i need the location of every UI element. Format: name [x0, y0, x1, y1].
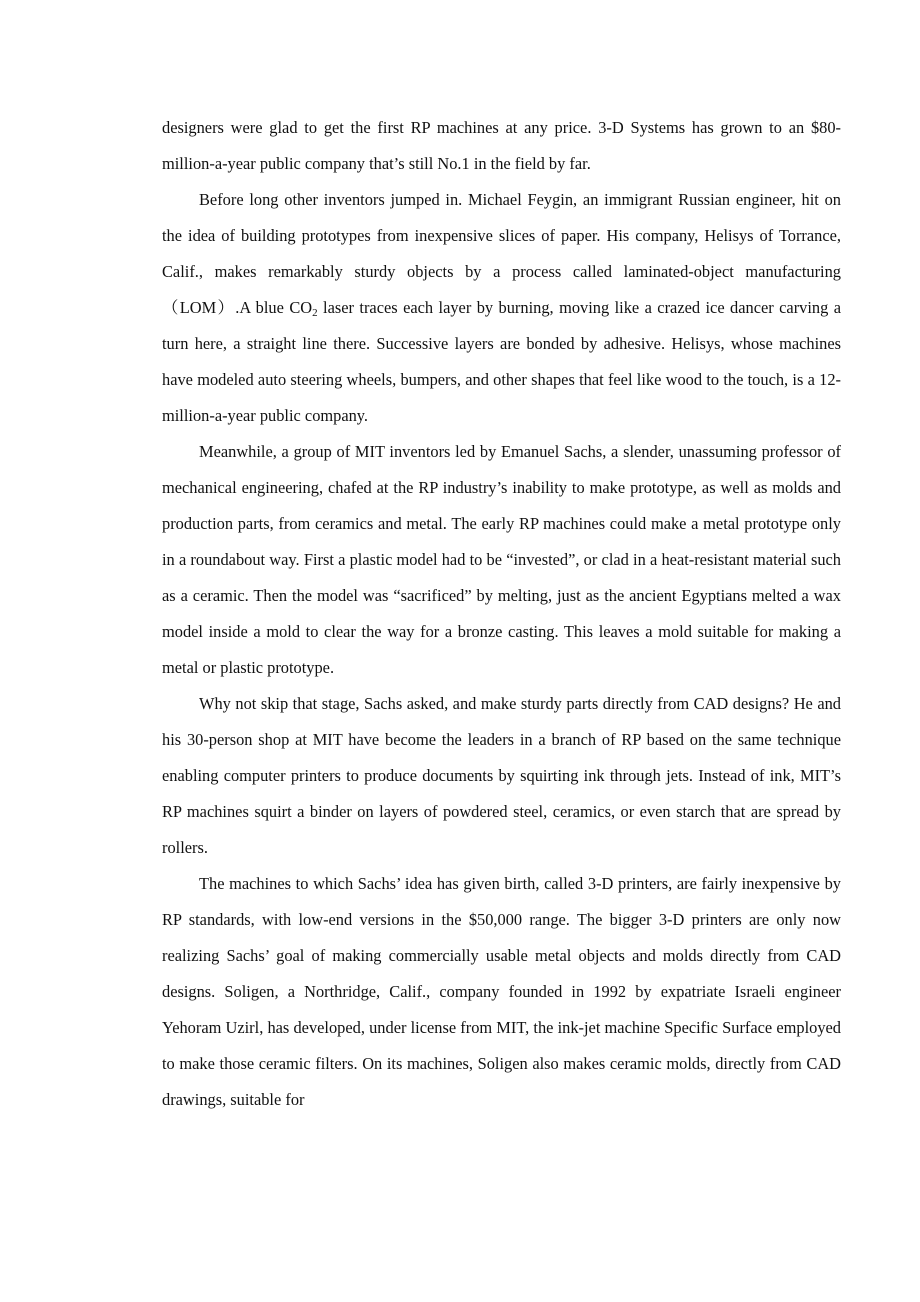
- body-text: [162, 110, 841, 1118]
- paragraph: [162, 686, 841, 866]
- subscript: 2: [312, 307, 318, 319]
- paragraph: [162, 434, 841, 686]
- text-run: Before long other inventors jumped in. Michael Feygin, an immigrant Russian engineer, hit on the idea of building prototypes from inexpensive slices of paper. His company, Helisys of Torrance, Calif., makes remarkably sturdy objects by a process called laminated-object manufacturing（LOM）.A blue CO: [162, 190, 841, 317]
- text-run: Why not skip that stage, Sachs asked, and make sturdy parts directly from CAD designs? He and his 30-person shop at MIT have become the leaders in a branch of RP based on the same technique enabling computer printers to produce documents by squirting ink through jets. Instead of ink, MIT’s RP machines squirt a binder on layers of powdered steel, ceramics, or even starch that are spread by rollers.: [162, 694, 841, 857]
- paragraph: [162, 182, 841, 434]
- paragraph: [162, 110, 841, 182]
- text-run: designers were glad to get the first RP machines at any price. 3-D Systems has grown to an $80-million-a-year public company that’s still No.1 in the field by far.: [162, 118, 841, 173]
- text-run: laser traces each layer by burning, moving like a crazed ice dancer carving a turn here, a straight line there. Successive layers are bonded by adhesive. Helisys, whose machines have modeled auto steering wheels, bumpers, and other shapes that feel like wood to the touch, is a 12-million-a-year public company.: [162, 298, 841, 425]
- paragraph: [162, 866, 841, 1118]
- text-run: The machines to which Sachs’ idea has given birth, called 3-D printers, are fairly inexpensive by RP standards, with low-end versions in the $50,000 range. The bigger 3-D printers are only now realizing Sachs’ goal of making commercially usable metal objects and molds directly from CAD designs. Soligen, a Northridge, Calif., company founded in 1992 by expatriate Israeli engineer Yehoram Uzirl, has developed, under license from MIT, the ink-jet machine Specific Surface employed to make those ceramic filters. On its machines, Soligen also makes ceramic molds, directly from CAD drawings, suitable for: [162, 874, 841, 1109]
- text-run: Meanwhile, a group of MIT inventors led by Emanuel Sachs, a slender, unassuming professor of mechanical engineering, chafed at the RP industry’s inability to make prototype, as well as molds and production parts, from ceramics and metal. The early RP machines could make a metal prototype only in a roundabout way. First a plastic model had to be “invested”, or clad in a heat-resistant material such as a ceramic. Then the model was “sacrificed” by melting, just as the ancient Egyptians melted a wax model inside a mold to clear the way for a bronze casting. This leaves a mold suitable for making a metal or plastic prototype.: [162, 442, 841, 677]
